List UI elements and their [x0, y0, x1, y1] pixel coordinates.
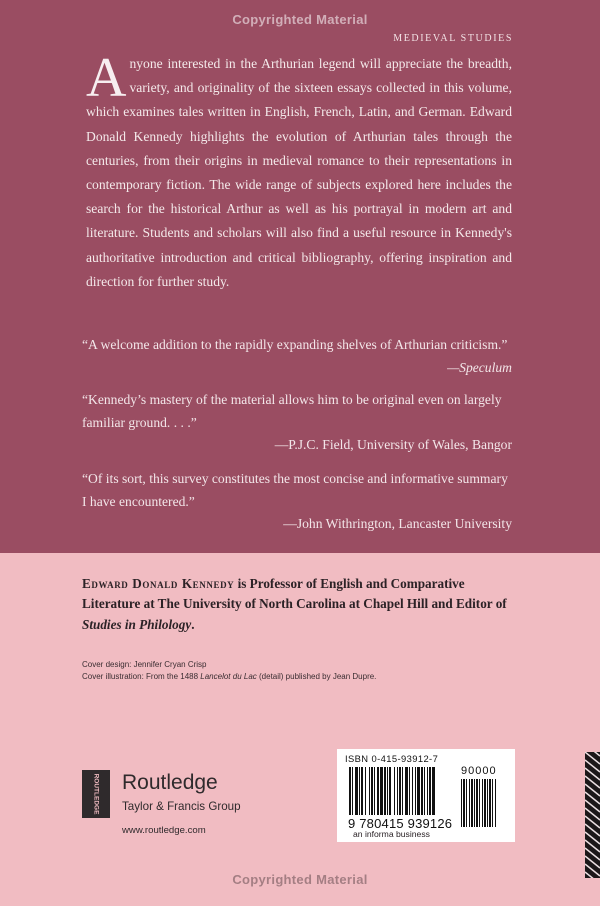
- description-blurb: [86, 47, 512, 294]
- edge-stripe-icon: [585, 752, 600, 878]
- publisher-group: Taylor & Francis Group: [122, 800, 241, 813]
- series-title: MEDIEVAL STUDIES: [393, 33, 513, 44]
- quote-text: “A welcome addition to the rapidly expanding shelves of Arthurian criticism.”: [82, 337, 508, 352]
- cover-illustration-credit: [82, 671, 522, 683]
- quote-text: “Kennedy’s mastery of the material allows him to be original even on largely familiar ground. . . .”: [82, 392, 502, 430]
- review-quote-1: [82, 334, 512, 379]
- watermark-bottom: Copyrighted Material: [232, 872, 368, 887]
- publisher-block: [82, 766, 272, 836]
- illustration-title: Lancelot du Lac: [200, 672, 257, 681]
- watermark-top: Copyrighted Material: [232, 12, 368, 27]
- bio-end: .: [191, 616, 195, 632]
- informa-tagline: an informa business: [353, 829, 430, 839]
- illustration-prefix: Cover illustration: From the 1488: [82, 672, 201, 681]
- routledge-logo-icon: [82, 770, 110, 818]
- logo-text: ROUTLEDGE: [92, 773, 100, 815]
- drop-cap: A: [86, 47, 127, 109]
- review-quote-2: [82, 389, 512, 457]
- isbn-digits: 9 780415 939126: [348, 816, 453, 831]
- illustration-suffix: (detail) published by Jean Dupre.: [256, 672, 377, 681]
- journal-title: Studies in Philology: [82, 616, 192, 632]
- author-bio: [82, 574, 516, 635]
- publisher-url: www.routledge.com: [122, 825, 206, 836]
- cover-credits: [82, 659, 522, 683]
- isbn-label: ISBN 0-415-93912-7: [345, 753, 439, 764]
- quote-attribution: —John Withrington, Lancaster University: [283, 516, 512, 531]
- bio-text: is Professor of English and Comparative Literature at The University of North Carolina at Chapel Hill and Editor of: [82, 576, 507, 612]
- review-quote-3: [82, 468, 512, 536]
- quote-attribution: —P.J.C. Field, University of Wales, Bangor: [274, 437, 512, 452]
- cover-design-credit: Cover design: Jennifer Cryan Crisp: [82, 660, 207, 669]
- price-code: 90000: [461, 765, 497, 777]
- author-name: Edward Donald Kennedy: [82, 576, 235, 591]
- publisher-name: Routledge: [122, 771, 218, 794]
- quote-text: “Of its sort, this survey constitutes the most concise and informative summary I have encountered.”: [82, 471, 508, 509]
- blurb-text: nyone interested in the Arthurian legend will appreciate the breadth, variety, and originality of the sixteen essays collected in this volume, which examines tales written in English, French, Latin, and German. Edward Donald Kennedy highlights the evolution of Arthurian tales through the centuries, from their origins in medieval romance to their representations in contemporary fiction. The wide range of subjects explored here includes the search for the historical Arthur as well as his portrayal in modern art and literature. Students and scholars will also find a useful resource in Kennedy's authoritative introduction and critical bibliography, offering inspiration and direction for further study.: [86, 56, 512, 289]
- quote-attribution: —Speculum: [447, 359, 512, 375]
